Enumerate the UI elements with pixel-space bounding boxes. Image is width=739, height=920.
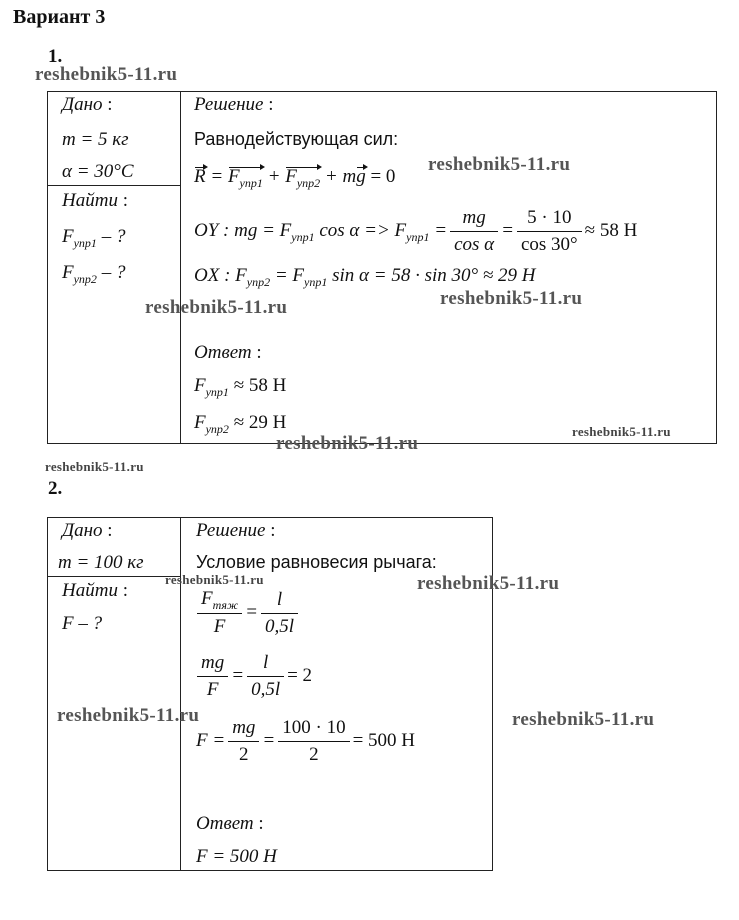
problem-1-number: 1. <box>48 46 63 67</box>
watermark: reshebnik5-11.ru <box>440 288 583 309</box>
watermark: reshebnik5-11.ru <box>45 459 144 474</box>
watermark: reshebnik5-11.ru <box>276 433 419 454</box>
p1-answer-label: Ответ : <box>194 342 262 363</box>
p2-given-label: Дано : <box>62 520 113 541</box>
watermark: reshebnik5-11.ru <box>572 424 671 439</box>
problem-2-number: 2. <box>48 478 63 499</box>
variant-title: Вариант 3 <box>13 6 106 28</box>
p2-equation3: F = $\frac{mg}{2}$ = $\frac{100 \cdot 10}{2}$ = 500 Н <box>196 717 416 765</box>
watermark: reshebnik5-11.ru <box>145 297 288 318</box>
p2-answer-label: Ответ : <box>196 813 264 834</box>
problem-1-given-divider <box>47 185 180 186</box>
p1-answer1: $F_{упр1} \approx 58$ Н <box>194 375 287 399</box>
watermark: reshebnik5-11.ru <box>417 573 560 594</box>
p1-solution-label: Решение : <box>194 94 274 115</box>
watermark: reshebnik5-11.ru <box>512 709 655 730</box>
watermark: reshebnik5-11.ru <box>165 572 264 587</box>
p2-answer: F = 500 Н <box>196 846 277 867</box>
p1-given-mass: m = 5 кг <box>62 129 129 150</box>
p2-solution-label: Решение : <box>196 520 276 541</box>
p1-find-f2: $F_{упр2}$ – ? <box>62 262 126 286</box>
watermark: reshebnik5-11.ru <box>428 154 571 175</box>
p1-vector-equation: $R = F_{упр1} + F_{упр2}$ + mg = 0 <box>194 166 396 190</box>
watermark: reshebnik5-11.ru <box>35 64 178 85</box>
watermark: reshebnik5-11.ru <box>57 705 200 726</box>
p2-line1: Условие равновесия рычага: <box>196 552 437 572</box>
p1-line1: Равнодействующая сил: <box>194 129 399 149</box>
p2-equation1: $\frac{F_{тяж}}{F}$ = $\frac{l}{0,5l}$ <box>194 586 301 640</box>
p1-given-label: Дано : <box>62 94 113 115</box>
problem-2-given-divider <box>47 576 180 577</box>
p1-find-f1: $F_{упр1}$ – ? <box>62 226 126 250</box>
p2-find-f: F – ? <box>62 613 103 634</box>
p1-find-label: Найти : <box>62 190 128 211</box>
p2-find-label: Найти : <box>62 580 128 601</box>
p1-given-angle: α = 30°C <box>62 161 134 182</box>
p1-ox-equation: OX : $F_{упр2} = F_{упр1}$ sin α = 58 · sin 30° ≈ 29 Н <box>194 265 536 289</box>
p2-equation2: $\frac{mg}{F}$ = $\frac{l}{0,5l}$ = 2 <box>194 650 312 703</box>
problem-1-divider <box>180 91 181 443</box>
p1-oy-equation: OY : mg = $F_{упр1}$ $\cos \alpha => F_{упр1}$ = $\frac{mg}{\text{cos α}}$ = $\frac{5 \cdot 10}{\cos 30^\circ}$ ≈ 58 Н <box>194 207 638 255</box>
p2-given-mass: m = 100 кг <box>58 552 144 573</box>
p1-answer2: $F_{упр2} \approx 29$ Н <box>194 412 287 436</box>
problem-2-divider <box>180 517 181 870</box>
